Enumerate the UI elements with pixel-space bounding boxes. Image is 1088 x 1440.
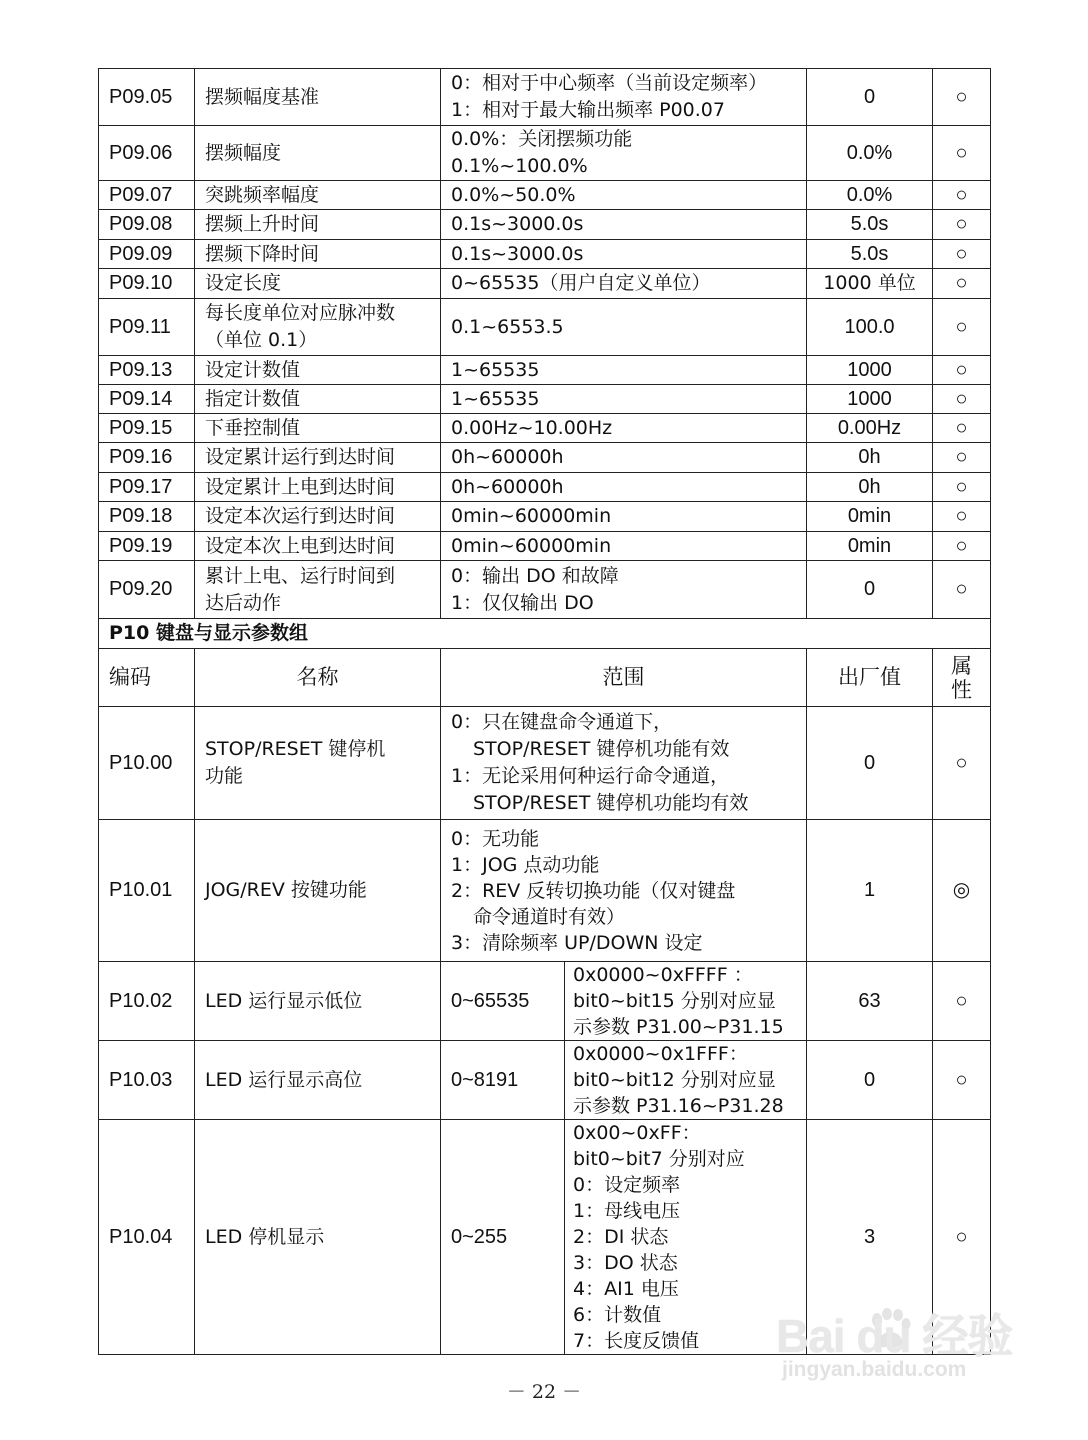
param-attr: ○ <box>933 962 991 1041</box>
param-range: 0min~60000min <box>441 532 807 561</box>
table-row <box>99 181 991 210</box>
watermark-url: jingyan.baidu.com <box>782 1358 967 1381</box>
param-code: P09.14 <box>99 385 195 414</box>
header-default: 出厂值 <box>807 649 933 707</box>
param-default: 1000 <box>807 385 933 414</box>
param-name: 指定计数值 <box>195 385 441 414</box>
table-row <box>99 473 991 502</box>
header-attr: 属 性 <box>933 649 991 707</box>
table-row <box>99 126 991 181</box>
param-attr: ○ <box>933 181 991 210</box>
param-range: 0~65535 <box>441 962 565 1041</box>
param-default: 3 <box>807 1120 933 1355</box>
param-name: 设定长度 <box>195 269 441 299</box>
parameter-table <box>98 68 991 1355</box>
header-code: 编码 <box>99 649 195 707</box>
table-row <box>99 820 991 962</box>
table-row <box>99 532 991 561</box>
param-range: 0.1~6553.5 <box>441 299 807 356</box>
param-default: 0.0% <box>807 181 933 210</box>
header-range: 范围 <box>441 649 807 707</box>
param-default: 0 <box>807 1041 933 1120</box>
param-attr: ○ <box>933 210 991 240</box>
param-default: 100.0 <box>807 299 933 356</box>
param-range: 1~65535 <box>441 385 807 414</box>
param-range: 0~8191 <box>441 1041 565 1120</box>
param-range: 0~65535（用户自定义单位） <box>441 269 807 299</box>
param-attr: ○ <box>933 299 991 356</box>
table-row <box>99 561 991 619</box>
param-attr: ○ <box>933 443 991 473</box>
param-code: P09.15 <box>99 414 195 443</box>
param-range: 0.1s~3000.0s <box>441 210 807 240</box>
param-code: P09.11 <box>99 299 195 356</box>
table-row <box>99 385 991 414</box>
param-range: 0：无功能 1：JOG 点动功能 2：REV 反转切换功能（仅对键盘 命令通道时有效） 3：清除频率 UP/DOWN 设定 <box>441 820 807 962</box>
param-code: P09.17 <box>99 473 195 502</box>
param-attr: ○ <box>933 240 991 269</box>
param-name: LED 停机显示 <box>195 1120 441 1355</box>
param-default: 0h <box>807 473 933 502</box>
param-name: 下垂控制值 <box>195 414 441 443</box>
param-range: 1~65535 <box>441 356 807 385</box>
param-attr: ○ <box>933 502 991 532</box>
param-range: 0h~60000h <box>441 443 807 473</box>
param-default: 0min <box>807 532 933 561</box>
param-code: P10.00 <box>99 707 195 820</box>
param-code: P09.16 <box>99 443 195 473</box>
param-attr: ○ <box>933 1041 991 1120</box>
param-attr: ○ <box>933 561 991 619</box>
param-default: 0h <box>807 443 933 473</box>
section-title: P10 键盘与显示参数组 <box>99 619 991 649</box>
param-range: 0min~60000min <box>441 502 807 532</box>
param-attr: ○ <box>933 707 991 820</box>
param-code: P09.08 <box>99 210 195 240</box>
param-name: 累计上电、运行时间到 达后动作 <box>195 561 441 619</box>
param-range: 0.00Hz~10.00Hz <box>441 414 807 443</box>
param-attr: ○ <box>933 532 991 561</box>
param-default: 0 <box>807 69 933 126</box>
param-name: 设定累计运行到达时间 <box>195 443 441 473</box>
param-name: 突跳频率幅度 <box>195 181 441 210</box>
param-default: 1000 单位 <box>807 269 933 299</box>
param-code: P09.20 <box>99 561 195 619</box>
param-attr: ○ <box>933 356 991 385</box>
param-name: LED 运行显示低位 <box>195 962 441 1041</box>
param-name: LED 运行显示高位 <box>195 1041 441 1120</box>
param-attr: ○ <box>933 269 991 299</box>
param-range: 0：输出 DO 和故障 1：仅仅输出 DO <box>441 561 807 619</box>
table-row <box>99 414 991 443</box>
param-code: P09.05 <box>99 69 195 126</box>
param-range: 0~255 <box>441 1120 565 1355</box>
param-default: 0 <box>807 561 933 619</box>
table-row <box>99 356 991 385</box>
param-name: 摆频幅度基准 <box>195 69 441 126</box>
param-attr: ○ <box>933 414 991 443</box>
param-range: 0：相对于中心频率（当前设定频率） 1：相对于最大输出频率 P00.07 <box>441 69 807 126</box>
param-default: 63 <box>807 962 933 1041</box>
param-attr: ◎ <box>933 820 991 962</box>
param-attr: ○ <box>933 69 991 126</box>
header-row <box>99 649 991 707</box>
watermark-logo: Bai du 经验 <box>776 1310 1013 1362</box>
param-attr: ○ <box>933 126 991 181</box>
param-code: P09.19 <box>99 532 195 561</box>
table-row <box>99 240 991 269</box>
table-row <box>99 443 991 473</box>
param-detail: 0x0000~0x1FFF： bit0~bit12 分别对应显 示参数 P31.16~P31.28 <box>565 1041 807 1120</box>
param-code: P09.18 <box>99 502 195 532</box>
param-code: P10.04 <box>99 1120 195 1355</box>
param-name: 摆频下降时间 <box>195 240 441 269</box>
param-code: P10.03 <box>99 1041 195 1120</box>
param-attr: ○ <box>933 1120 991 1355</box>
param-name: 摆频幅度 <box>195 126 441 181</box>
param-range: 0.1s~3000.0s <box>441 240 807 269</box>
param-detail: 0x00~0xFF： bit0~bit7 分别对应 0：设定频率 1：母线电压 2：DI 状态 3：DO 状态 4：AI1 电压 6：计数值 7：长度反馈值 <box>565 1120 807 1355</box>
param-range: 0h~60000h <box>441 473 807 502</box>
table-row <box>99 69 991 126</box>
param-default: 5.0s <box>807 210 933 240</box>
param-name: 设定本次上电到达时间 <box>195 532 441 561</box>
param-default: 0 <box>807 707 933 820</box>
param-code: P09.13 <box>99 356 195 385</box>
param-default: 0min <box>807 502 933 532</box>
table-row <box>99 210 991 240</box>
param-default: 5.0s <box>807 240 933 269</box>
param-range: 0：只在键盘命令通道下， STOP/RESET 键停机功能有效 1：无论采用何种运行命令通道， STOP/RESET 键停机功能均有效 <box>441 707 807 820</box>
param-attr: ○ <box>933 385 991 414</box>
param-range: 0.0%~50.0% <box>441 181 807 210</box>
table-row <box>99 299 991 356</box>
page-number: － 22 － <box>506 1381 582 1403</box>
param-default: 0.00Hz <box>807 414 933 443</box>
table-row <box>99 962 991 1041</box>
param-default: 0.0% <box>807 126 933 181</box>
param-code: P09.09 <box>99 240 195 269</box>
param-code: P09.07 <box>99 181 195 210</box>
param-attr: ○ <box>933 473 991 502</box>
param-name: 摆频上升时间 <box>195 210 441 240</box>
param-code: P10.02 <box>99 962 195 1041</box>
param-default: 1000 <box>807 356 933 385</box>
section-row <box>99 619 991 649</box>
table-row <box>99 707 991 820</box>
param-name: 设定本次运行到达时间 <box>195 502 441 532</box>
header-name: 名称 <box>195 649 441 707</box>
param-detail: 0x0000~0xFFFF ： bit0~bit15 分别对应显 示参数 P31.00~P31.15 <box>565 962 807 1041</box>
table-row <box>99 269 991 299</box>
param-code: P09.06 <box>99 126 195 181</box>
param-code: P09.10 <box>99 269 195 299</box>
param-name: 设定计数值 <box>195 356 441 385</box>
param-default: 1 <box>807 820 933 962</box>
param-name: STOP/RESET 键停机 功能 <box>195 707 441 820</box>
table-row <box>99 1041 991 1120</box>
table-row <box>99 502 991 532</box>
param-code: P10.01 <box>99 820 195 962</box>
param-name: 设定累计上电到达时间 <box>195 473 441 502</box>
param-range: 0.0%：关闭摆频功能 0.1%~100.0% <box>441 126 807 181</box>
param-name: JOG/REV 按键功能 <box>195 820 441 962</box>
param-name: 每长度单位对应脉冲数 （单位 0.1） <box>195 299 441 356</box>
